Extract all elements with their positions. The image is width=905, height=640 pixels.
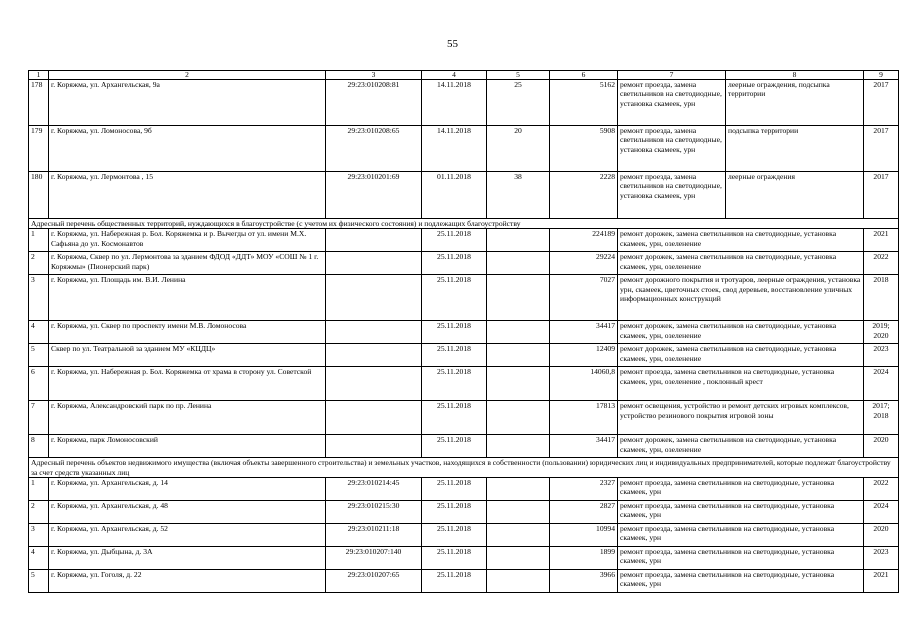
count-cell: 25	[487, 80, 550, 126]
public-territory-row	[29, 401, 899, 435]
cadastral-number-cell: 29:23:010211:18	[326, 523, 422, 546]
extra-works-cell: леерные ограждения	[726, 172, 864, 219]
year-cell: 2023	[864, 546, 899, 569]
area-cell: 5908	[550, 126, 618, 172]
count-cell	[487, 275, 550, 321]
area-cell: 2327	[550, 477, 618, 500]
address-cell: г. Коряжма, ул. Дыбцына, д. 3А	[49, 546, 326, 569]
column-number: 5	[487, 71, 550, 80]
public-territory-row	[29, 252, 899, 275]
works-cell: ремонт дорожек, замена светильников на светодиодные, установка скамеек, урн, озеленение	[618, 321, 864, 344]
count-cell	[487, 523, 550, 546]
address-cell: г. Коряжма, ул. Гоголя, д. 22	[49, 569, 326, 592]
public-territory-row	[29, 435, 899, 458]
cadastral-number-cell: 29:23:010208:65	[326, 126, 422, 172]
public-territory-row	[29, 344, 899, 367]
works-cell: ремонт дорожек, замена светильников на светодиодные, установка скамеек, урн, озеленение	[618, 344, 864, 367]
area-cell: 29224	[550, 252, 618, 275]
cadastral-number-cell: 29:23:010207:140	[326, 546, 422, 569]
page-number: 55	[447, 38, 458, 50]
cadastral-number-cell: 29:23:010201:69	[326, 172, 422, 219]
address-cell: г. Коряжма, Александровский парк по пр. Ленина	[49, 401, 326, 435]
year-cell: 2022	[864, 252, 899, 275]
public-territory-row	[29, 321, 899, 344]
area-cell: 1899	[550, 546, 618, 569]
address-cell: г. Коряжма, парк Ломоносовский	[49, 435, 326, 458]
private-property-row	[29, 500, 899, 523]
year-cell: 2019; 2020	[864, 321, 899, 344]
cadastral-number-cell	[326, 252, 422, 275]
column-number-row	[29, 71, 899, 80]
address-cell: г. Коряжма, ул. Лермонтова , 15	[49, 172, 326, 219]
works-cell: ремонт проезда, замена светильников на светодиодные, установка скамеек, урн	[618, 126, 726, 172]
row-number: 180	[29, 172, 49, 219]
section-heading-row	[29, 219, 899, 229]
works-cell: ремонт проезда, замена светильников на светодиодные, установка скамеек, урн	[618, 172, 726, 219]
count-cell	[487, 367, 550, 401]
works-cell: ремонт проезда, замена светильников на светодиодные, установка скамеек, урн, озеленение , поклонный крест	[618, 367, 864, 401]
column-number: 9	[864, 71, 899, 80]
row-number: 1	[29, 229, 49, 252]
row-number: 6	[29, 367, 49, 401]
address-cell: Сквер по ул. Театральной за зданием МУ «КЦДЦ»	[49, 344, 326, 367]
year-cell: 2024	[864, 500, 899, 523]
address-cell: г. Коряжма, ул. Ломоносова, 9б	[49, 126, 326, 172]
residential-yard-row	[29, 126, 899, 172]
works-cell: ремонт проезда, замена светильников на светодиодные, установка скамеек, урн	[618, 500, 864, 523]
area-cell: 2827	[550, 500, 618, 523]
area-cell: 12409	[550, 344, 618, 367]
area-cell: 34417	[550, 321, 618, 344]
column-number: 2	[49, 71, 326, 80]
row-number: 7	[29, 401, 49, 435]
public-territory-row	[29, 229, 899, 252]
cadastral-number-cell: 29:23:010208:81	[326, 80, 422, 126]
cadastral-number-cell	[326, 344, 422, 367]
private-property-row	[29, 477, 899, 500]
column-number: 6	[550, 71, 618, 80]
address-cell: г. Коряжма, ул. Площадь им. В.И. Ленина	[49, 275, 326, 321]
row-number: 5	[29, 569, 49, 592]
date-cell: 25.11.2018	[422, 367, 487, 401]
year-cell: 2024	[864, 367, 899, 401]
residential-yard-row	[29, 172, 899, 219]
address-cell: г. Коряжма, ул. Архангельская, д. 52	[49, 523, 326, 546]
section-heading-private: Адресный перечень объектов недвижимого имущества (включая объекты завершенного строительства) и земельных участков, находящихся в собственности (пользовании) юридических лиц и индивидуальных предпринимателей, которые подлежат благоустройству за счет средств указанных лиц	[29, 458, 899, 478]
date-cell: 25.11.2018	[422, 275, 487, 321]
area-cell: 5162	[550, 80, 618, 126]
count-cell	[487, 252, 550, 275]
area-cell: 2228	[550, 172, 618, 219]
residential-yard-row	[29, 80, 899, 126]
section-heading-row	[29, 458, 899, 478]
year-cell: 2020	[864, 435, 899, 458]
date-cell: 25.11.2018	[422, 321, 487, 344]
territory-register-table	[28, 70, 899, 593]
year-cell: 2021	[864, 229, 899, 252]
address-cell: г. Коряжма, ул. Архангельская, 9а	[49, 80, 326, 126]
year-cell: 2017	[864, 172, 899, 219]
count-cell	[487, 546, 550, 569]
works-cell: ремонт дорожек, замена светильников на светодиодные, установка скамеек, урн, озеленение	[618, 229, 864, 252]
row-number: 179	[29, 126, 49, 172]
count-cell	[487, 477, 550, 500]
area-cell: 17813	[550, 401, 618, 435]
works-cell: ремонт проезда, замена светильников на светодиодные, установка скамеек, урн	[618, 546, 864, 569]
date-cell: 25.11.2018	[422, 435, 487, 458]
date-cell: 25.11.2018	[422, 477, 487, 500]
area-cell: 34417	[550, 435, 618, 458]
address-cell: г. Коряжма, ул. Архангельская, д. 48	[49, 500, 326, 523]
date-cell: 25.11.2018	[422, 523, 487, 546]
row-number: 1	[29, 477, 49, 500]
area-cell: 7027	[550, 275, 618, 321]
column-number: 7	[618, 71, 726, 80]
date-cell: 01.11.2018	[422, 172, 487, 219]
private-property-row	[29, 569, 899, 592]
row-number: 3	[29, 523, 49, 546]
address-cell: г. Коряжма, ул. Набережная р. Бол. Коряжемка и р. Вычегды от ул. имени М.Х. Сафьяна до ул. Космонавтов	[49, 229, 326, 252]
count-cell: 20	[487, 126, 550, 172]
column-number: 8	[726, 71, 864, 80]
works-cell: ремонт дорожек, замена светильников на светодиодные, установка скамеек, урн, озеленение	[618, 435, 864, 458]
works-cell: ремонт проезда, замена светильников на светодиодные, установка скамеек, урн	[618, 569, 864, 592]
date-cell: 25.11.2018	[422, 569, 487, 592]
row-number: 5	[29, 344, 49, 367]
cadastral-number-cell	[326, 367, 422, 401]
row-number: 3	[29, 275, 49, 321]
cadastral-number-cell	[326, 321, 422, 344]
cadastral-number-cell	[326, 275, 422, 321]
count-cell	[487, 569, 550, 592]
area-cell: 14060,8	[550, 367, 618, 401]
count-cell	[487, 435, 550, 458]
private-property-row	[29, 546, 899, 569]
works-cell: ремонт дорожек, замена светильников на светодиодные, установка скамеек, урн, озеленение	[618, 252, 864, 275]
count-cell	[487, 500, 550, 523]
column-number: 1	[29, 71, 49, 80]
date-cell: 25.11.2018	[422, 344, 487, 367]
public-territory-row	[29, 275, 899, 321]
public-territory-row	[29, 367, 899, 401]
address-cell: г. Коряжма, Сквер по ул. Лермонтова за зданием ФДОД «ДДТ» МОУ «СОШ № 1 г. Коряжмы» (Пионерский парк)	[49, 252, 326, 275]
area-cell: 3966	[550, 569, 618, 592]
row-number: 8	[29, 435, 49, 458]
works-cell: ремонт дорожного покрытия и тротуаров, леерные ограждения, установка урн, скамеек, цветочных стоек, свод деревьев, восстановление уличных информационных конструкций	[618, 275, 864, 321]
date-cell: 25.11.2018	[422, 401, 487, 435]
count-cell	[487, 401, 550, 435]
count-cell	[487, 321, 550, 344]
works-cell: ремонт проезда, замена светильников на светодиодные, установка скамеек, урн	[618, 523, 864, 546]
year-cell: 2017; 2018	[864, 401, 899, 435]
row-number: 2	[29, 500, 49, 523]
works-cell: ремонт проезда, замена светильников на светодиодные, установка скамеек, урн	[618, 477, 864, 500]
year-cell: 2017	[864, 126, 899, 172]
year-cell: 2017	[864, 80, 899, 126]
row-number: 4	[29, 321, 49, 344]
address-cell: г. Коряжма, ул. Набережная р. Бол. Коряжемка от храма в сторону ул. Советской	[49, 367, 326, 401]
column-number: 4	[422, 71, 487, 80]
private-property-row	[29, 523, 899, 546]
address-cell: г. Коряжма, ул. Архангельская, д. 14	[49, 477, 326, 500]
cadastral-number-cell	[326, 435, 422, 458]
extra-works-cell: подсыпка территории	[726, 126, 864, 172]
column-number: 3	[326, 71, 422, 80]
year-cell: 2020	[864, 523, 899, 546]
year-cell: 2022	[864, 477, 899, 500]
count-cell	[487, 229, 550, 252]
area-cell: 10994	[550, 523, 618, 546]
date-cell: 25.11.2018	[422, 546, 487, 569]
date-cell: 14.11.2018	[422, 126, 487, 172]
cadastral-number-cell: 29:23:010207:65	[326, 569, 422, 592]
section-heading-public: Адресный перечень общественных территорий, нуждающихся в благоустройстве (с учетом их физического состояния) и подлежащих благоустройству	[29, 219, 899, 229]
year-cell: 2018	[864, 275, 899, 321]
works-cell: ремонт освещения, устройство и ремонт детских игровых комплексов, устройство резинового покрытия игровой зоны	[618, 401, 864, 435]
area-cell: 224189	[550, 229, 618, 252]
year-cell: 2023	[864, 344, 899, 367]
works-cell: ремонт проезда, замена светильников на светодиодные, установка скамеек, урн	[618, 80, 726, 126]
cadastral-number-cell	[326, 229, 422, 252]
row-number: 178	[29, 80, 49, 126]
date-cell: 25.11.2018	[422, 252, 487, 275]
date-cell: 25.11.2018	[422, 500, 487, 523]
count-cell	[487, 344, 550, 367]
cadastral-number-cell: 29:23:010214:45	[326, 477, 422, 500]
extra-works-cell: леерные ограждения, подсыпка территории	[726, 80, 864, 126]
cadastral-number-cell: 29:23:010215:30	[326, 500, 422, 523]
date-cell: 14.11.2018	[422, 80, 487, 126]
cadastral-number-cell	[326, 401, 422, 435]
address-cell: г. Коряжма, ул. Сквер по проспекту имени М.В. Ломоносова	[49, 321, 326, 344]
count-cell: 38	[487, 172, 550, 219]
row-number: 2	[29, 252, 49, 275]
year-cell: 2021	[864, 569, 899, 592]
date-cell: 25.11.2018	[422, 229, 487, 252]
row-number: 4	[29, 546, 49, 569]
